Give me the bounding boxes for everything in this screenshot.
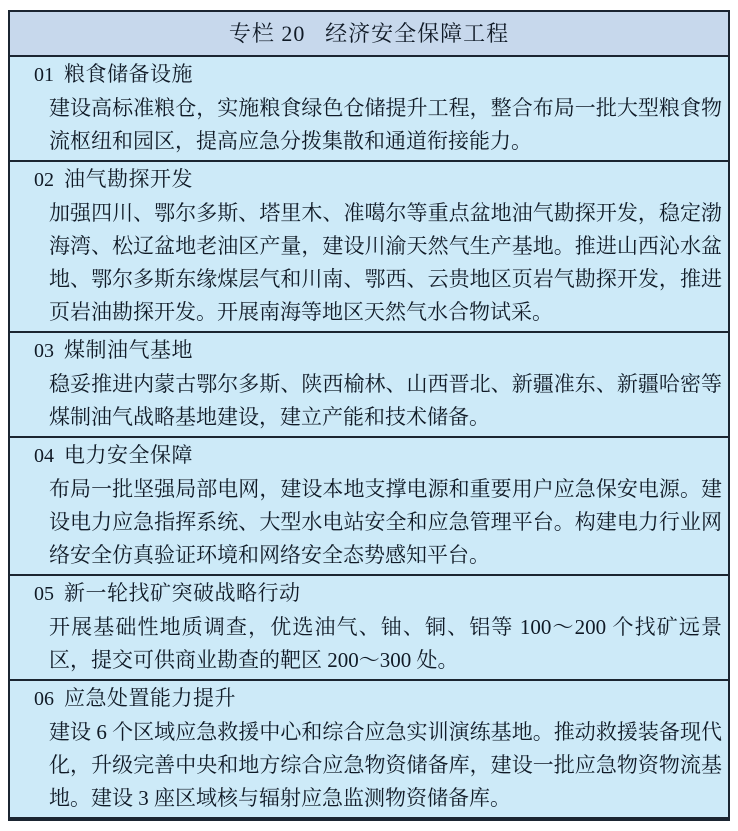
section-title: 油气勘探开发 — [64, 167, 193, 191]
section-number: 02 — [34, 169, 54, 191]
section-body: 建设 6 个区域应急救援中心和综合应急实训演练基地。推动救援装备现代化，升级完善中央和地方综合应急物资储备库，建设一批应急物资物流基地。建设 3 座区域核与辐射应急监测物资储备库。 — [49, 720, 722, 810]
section-body: 建设高标准粮仓，实施粮食绿色仓储提升工程，整合布局一批大型粮食物流枢纽和园区，提高应急分拨集散和通道衔接能力。 — [49, 96, 722, 153]
section-heading-row — [34, 58, 722, 92]
section-title: 应急处置能力提升 — [64, 686, 236, 710]
section-number: 03 — [34, 340, 54, 362]
section-heading-row — [34, 334, 722, 368]
section-title: 煤制油气基地 — [64, 338, 193, 362]
section-title: 新一轮找矿突破战略行动 — [64, 581, 301, 605]
panel-label: 专栏 20 — [228, 21, 306, 46]
panel-section — [10, 162, 728, 333]
section-body: 布局一批坚强局部电网，建设本地支撑电源和重要用户应急保安电源。建设电力应急指挥系统、大型水电站安全和应急管理平台。构建电力行业网络安全仿真验证环境和网络安全态势感知平台。 — [49, 477, 722, 567]
section-body: 稳妥推进内蒙古鄂尔多斯、陕西榆林、山西晋北、新疆准东、新疆哈密等煤制油气战略基地建设，建立产能和技术储备。 — [49, 372, 722, 429]
panel-section — [10, 576, 728, 681]
section-number: 05 — [34, 583, 54, 605]
section-number: 01 — [34, 64, 54, 86]
panel-title: 经济安全保障工程 — [325, 21, 510, 46]
section-title: 电力安全保障 — [64, 443, 193, 467]
section-body: 开展基础性地质调查，优选油气、铀、铜、铝等 100～200 个找矿远景区，提交可供商业勘查的靶区 200～300 处。 — [49, 615, 722, 672]
panel-section — [10, 57, 728, 162]
panel-section — [10, 333, 728, 438]
section-number: 04 — [34, 445, 54, 467]
section-heading-row — [34, 163, 722, 197]
panel-section — [10, 681, 728, 817]
panel-header — [10, 12, 728, 57]
panel-section — [10, 438, 728, 576]
section-heading-row — [34, 439, 722, 473]
section-number: 06 — [34, 688, 54, 710]
section-heading-row — [34, 682, 722, 716]
panel-box — [8, 10, 730, 821]
panel-sections — [10, 57, 728, 817]
section-title: 粮食储备设施 — [64, 62, 193, 86]
section-body: 加强四川、鄂尔多斯、塔里木、准噶尔等重点盆地油气勘探开发，稳定渤海湾、松辽盆地老油区产量，建设川渝天然气生产基地。推进山西沁水盆地、鄂尔多斯东缘煤层气和川南、鄂西、云贵地区页岩气勘探开发，推进页岩油勘探开发。开展南海等地区天然气水合物试采。 — [49, 201, 722, 324]
section-heading-row — [34, 577, 722, 611]
